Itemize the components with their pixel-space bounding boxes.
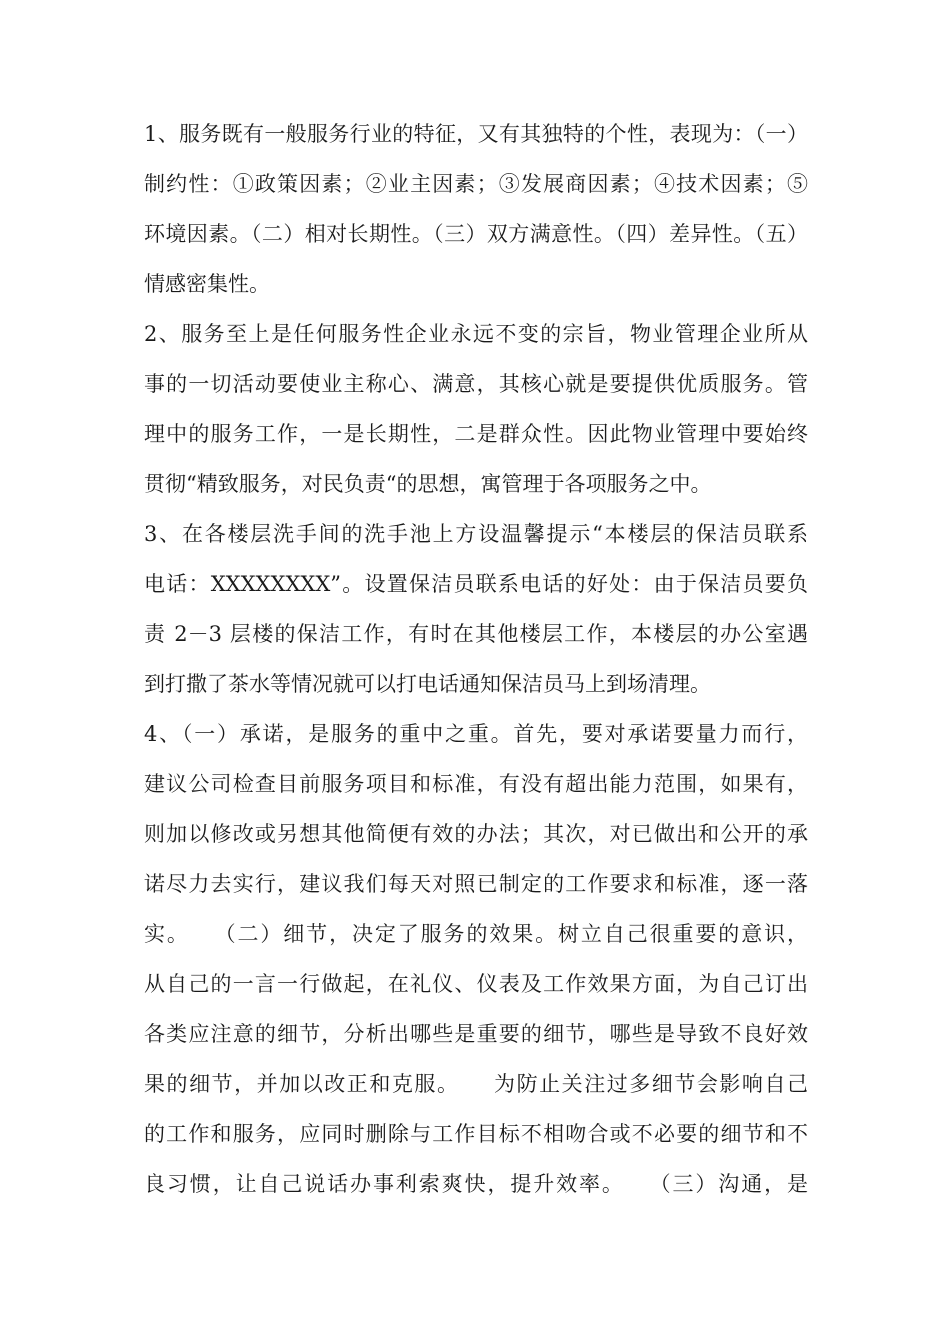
text-line: 情感密集性。 [144,272,270,296]
text-line: 4、（一）承诺，是服务的重中之重。首先，要对承诺要量力而行， [144,722,808,746]
text-line: 果的细节，并加以改正和克服。 为防止关注过多细节会影响自己 [144,1072,808,1096]
text-line: 2、服务至上是任何服务性企业永远不变的宗旨，物业管理企业所从 [144,322,808,346]
text-line: 建议公司检查目前服务项目和标准，有没有超出能力范围，如果有， [144,772,808,796]
text-line: 从自己的一言一行做起，在礼仪、仪表及工作效果方面，为自己订出 [144,972,808,996]
text-line: 事的一切活动要使业主称心、满意，其核心就是要提供优质服务。管 [144,372,808,396]
text-line: 良习惯，让自己说话办事利索爽快，提升效率。 （三）沟通，是 [144,1172,808,1196]
text-line: 理中的服务工作，一是长期性，二是群众性。因此物业管理中要始终 [144,422,808,446]
text-line: 则加以修改或另想其他简便有效的办法；其次，对已做出和公开的承 [144,822,808,846]
text-line: 责 2－3 层楼的保洁工作，有时在其他楼层工作，本楼层的办公室遇 [144,622,808,646]
text-line: 1、服务既有一般服务行业的特征，又有其独特的个性，表现为：（一） [144,122,808,146]
text-line: 3、在各楼层洗手间的洗手池上方设温馨提示“本楼层的保洁员联系 [144,522,808,546]
text-line: 电话：XXXXXXXX”。设置保洁员联系电话的好处：由于保洁员要负 [144,572,808,596]
text-line: 实。 （二）细节，决定了服务的效果。树立自己很重要的意识， [144,922,808,946]
text-line: 环境因素。（二）相对长期性。（三）双方满意性。（四）差异性。（五） [144,222,808,246]
text-line: 制约性：①政策因素；②业主因素；③发展商因素；④技术因素；⑤ [144,172,808,196]
text-line: 的工作和服务，应同时删除与工作目标不相吻合或不必要的细节和不 [144,1122,808,1146]
text-line: 诺尽力去实行，建议我们每天对照已制定的工作要求和标准，逐一落 [144,872,808,896]
text-line: 各类应注意的细节，分析出哪些是重要的细节，哪些是导致不良好效 [144,1022,808,1046]
text-line: 贯彻“精致服务，对民负责“的思想，寓管理于各项服务之中。 [144,472,712,496]
text-line: 到打撒了茶水等情况就可以打电话通知保洁员马上到场清理。 [144,672,711,696]
